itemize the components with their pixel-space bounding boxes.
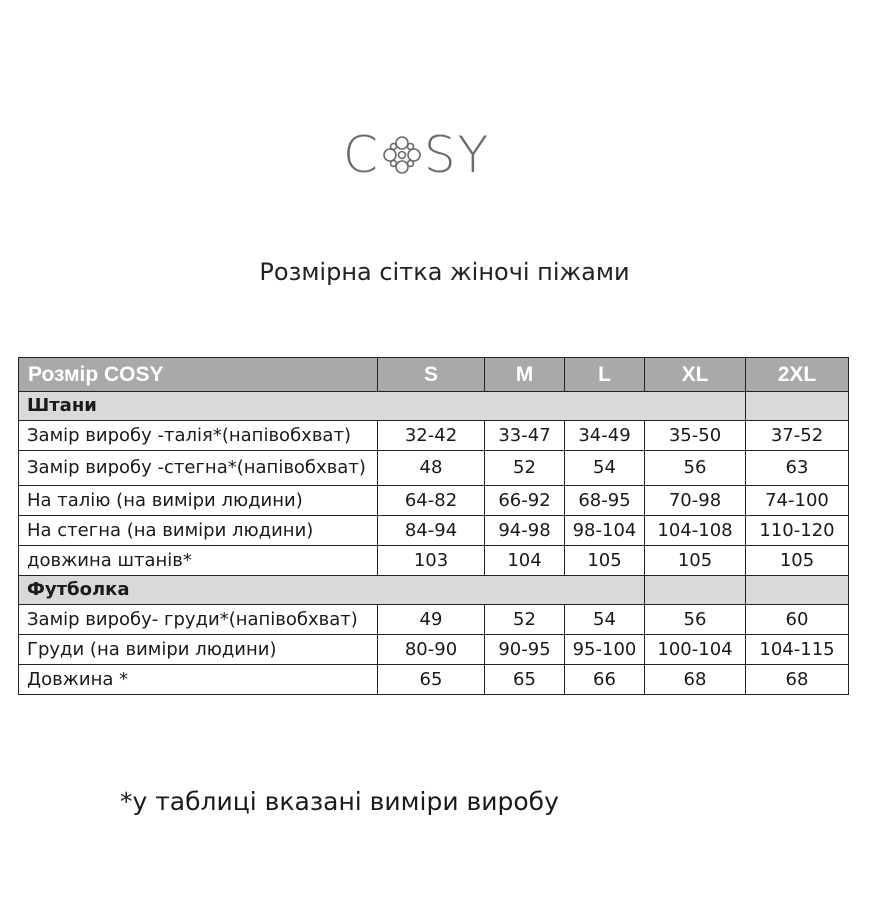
section-blank-cell bbox=[645, 576, 746, 605]
table-row bbox=[19, 451, 849, 486]
cell-s: 48 bbox=[378, 451, 485, 486]
section-row-pants bbox=[19, 392, 849, 421]
table-row bbox=[19, 546, 849, 576]
cell-xl: 104-108 bbox=[645, 516, 746, 546]
cell-m: 90-95 bbox=[485, 635, 565, 665]
flower-knot-icon bbox=[381, 132, 423, 178]
header-size-xl: XL bbox=[645, 358, 746, 392]
table-row bbox=[19, 665, 849, 695]
cell-m: 33-47 bbox=[485, 421, 565, 451]
header-size-m: M bbox=[485, 358, 565, 392]
cell-l: 68-95 bbox=[565, 486, 645, 516]
row-label: довжина штанів* bbox=[19, 546, 378, 576]
cell-s: 84-94 bbox=[378, 516, 485, 546]
cell-m: 52 bbox=[485, 451, 565, 486]
cell-2xl: 60 bbox=[746, 605, 849, 635]
cell-xl: 56 bbox=[645, 451, 746, 486]
cell-xl: 35-50 bbox=[645, 421, 746, 451]
cell-l: 34-49 bbox=[565, 421, 645, 451]
cell-2xl: 104-115 bbox=[746, 635, 849, 665]
cell-s: 49 bbox=[378, 605, 485, 635]
cosy-logo bbox=[343, 126, 490, 184]
row-label: Замір виробу- груди*(напівобхват) bbox=[19, 605, 378, 635]
cell-2xl: 110-120 bbox=[746, 516, 849, 546]
cell-s: 32-42 bbox=[378, 421, 485, 451]
cell-l: 98-104 bbox=[565, 516, 645, 546]
row-label: На талію (на виміри людини) bbox=[19, 486, 378, 516]
cell-l: 54 bbox=[565, 451, 645, 486]
row-label: На стегна (на виміри людини) bbox=[19, 516, 378, 546]
cell-2xl: 37-52 bbox=[746, 421, 849, 451]
cell-xl: 105 bbox=[645, 546, 746, 576]
section-title-pants: Штани bbox=[19, 392, 746, 421]
row-label: Довжина * bbox=[19, 665, 378, 695]
section-blank-cell bbox=[746, 392, 849, 421]
size-chart-table bbox=[18, 357, 849, 695]
cell-m: 65 bbox=[485, 665, 565, 695]
header-size-l: L bbox=[565, 358, 645, 392]
header-size-label: Розмір COSY bbox=[19, 358, 378, 392]
cell-m: 52 bbox=[485, 605, 565, 635]
header-size-s: S bbox=[378, 358, 485, 392]
logo-letter-c: C bbox=[343, 126, 380, 184]
table-row bbox=[19, 421, 849, 451]
section-blank-cell bbox=[746, 576, 849, 605]
cell-s: 65 bbox=[378, 665, 485, 695]
table-header-row bbox=[19, 358, 849, 392]
table-row bbox=[19, 486, 849, 516]
table-row bbox=[19, 635, 849, 665]
page-title: Розмірна сітка жіночі піжами bbox=[259, 258, 630, 286]
cell-xl: 68 bbox=[645, 665, 746, 695]
cell-s: 80-90 bbox=[378, 635, 485, 665]
cell-l: 95-100 bbox=[565, 635, 645, 665]
cell-2xl: 74-100 bbox=[746, 486, 849, 516]
cell-m: 94-98 bbox=[485, 516, 565, 546]
cell-m: 104 bbox=[485, 546, 565, 576]
cell-xl: 70-98 bbox=[645, 486, 746, 516]
cell-2xl: 68 bbox=[746, 665, 849, 695]
cell-xl: 100-104 bbox=[645, 635, 746, 665]
cell-l: 66 bbox=[565, 665, 645, 695]
section-title-tshirt: Футболка bbox=[19, 576, 645, 605]
section-row-tshirt bbox=[19, 576, 849, 605]
cell-s: 103 bbox=[378, 546, 485, 576]
cell-xl: 56 bbox=[645, 605, 746, 635]
cell-l: 105 bbox=[565, 546, 645, 576]
header-size-2xl: 2XL bbox=[746, 358, 849, 392]
table-row bbox=[19, 605, 849, 635]
cell-s: 64-82 bbox=[378, 486, 485, 516]
footnote: *у таблиці вказані виміри виробу bbox=[120, 787, 559, 816]
row-label: Замір виробу -талія*(напівобхват) bbox=[19, 421, 378, 451]
row-label: Замір виробу -стегна*(напівобхват) bbox=[19, 451, 378, 486]
row-label: Груди (на виміри людини) bbox=[19, 635, 378, 665]
cell-2xl: 63 bbox=[746, 451, 849, 486]
logo-letters-sy: SY bbox=[423, 126, 491, 184]
cell-2xl: 105 bbox=[746, 546, 849, 576]
cell-m: 66-92 bbox=[485, 486, 565, 516]
table-row bbox=[19, 516, 849, 546]
cell-l: 54 bbox=[565, 605, 645, 635]
